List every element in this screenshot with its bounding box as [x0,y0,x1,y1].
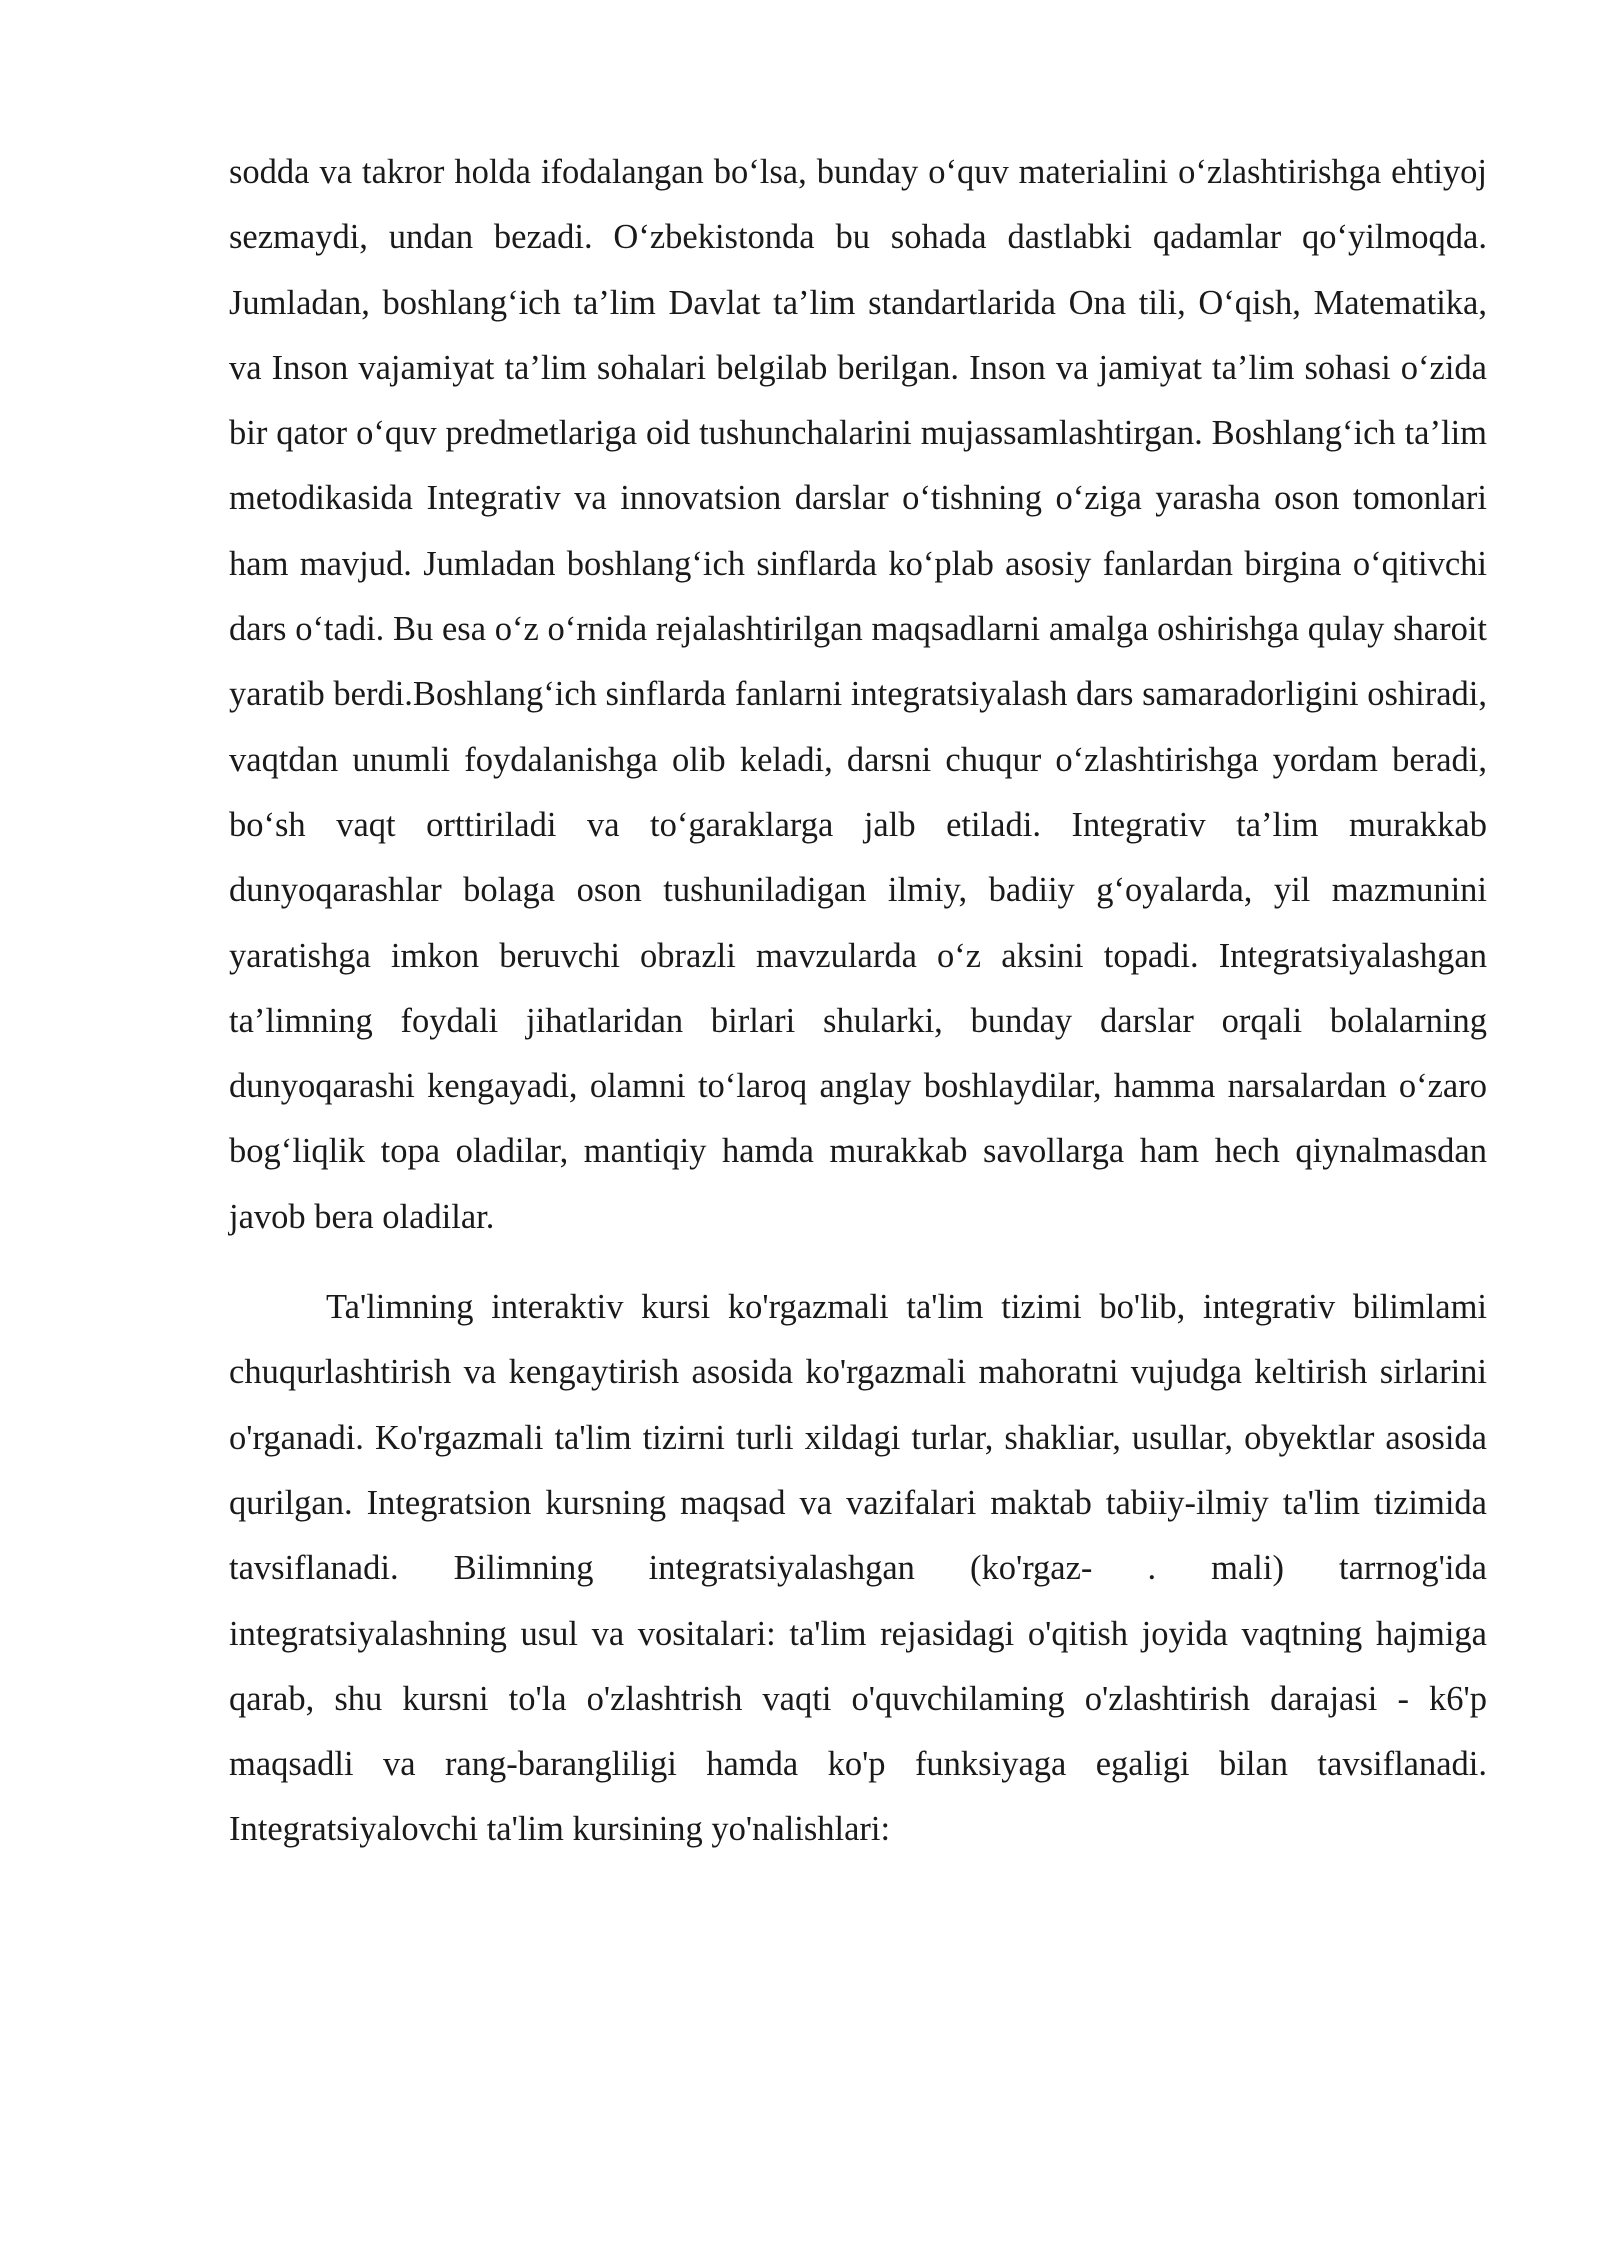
paragraph-integrative-primary-education: sodda va takror holda ifodalangan bo‘lsa, bunday o‘quv materialini o‘zlashtirishga ehtiyoj sezmaydi, undan bezadi. O‘zbekistonda bu sohada dastlabki qadamlar qo‘yilmoqda. Jumladan, boshlang‘ich ta’lim Davlat ta’lim standartlarida Ona tili, O‘qish, Matematika, va Inson vajamiyat ta’lim sohalari belgilab berilgan. Inson va jamiyat ta’lim sohasi o‘zida bir qator o‘quv predmetlariga oid tushunchalarini mujassamlashtirgan. Boshlang‘ich ta’lim metodikasida Integrativ va innovatsion darslar o‘tishning o‘ziga yarasha oson tomonlari ham mavjud. Jumladan boshlang‘ich sinflarda ko‘plab asosiy fanlardan birgina o‘qitivchi dars o‘tadi. Bu esa o‘z o‘rnida rejalashtirilgan maqsadlarni amalga oshirishga qulay sharoit yaratib berdi.Boshlang‘ich sinflarda fanlarni integratsiyalash dars samaradorligini oshiradi, vaqtdan unumli foydalanishga olib keladi, darsni chuqur o‘zlashtirishga yordam beradi, bo‘sh vaqt orttiriladi va to‘garaklarga jalb etiladi. Integrativ ta’lim murakkab dunyoqarashlar bolaga oson tushuniladigan ilmiy, badiiy g‘oyalarda, yil mazmunini yaratishga imkon beruvchi obrazli mavzularda o‘z aksini topadi. Integratsiyalashgan ta’limning foydali jihatlaridan birlari shularki, bunday darslar orqali bolalarning dunyoqarashi kengayadi, olamni to‘laroq anglay boshlaydilar, hamma narsalardan o‘zaro bog‘liqlik topa oladilar, mantiqiy hamda murakkab savollarga ham hech qiynalmasdan javob bera oladilar. [229,153,1487,1236]
body-text [229,140,1487,1863]
paragraph-interactive-course: Ta'limning interaktiv kursi ko'rgazmali ta'lim tizimi bo'lib, integrativ bilimlami chuqurlashtirish va kengaytirish asosida ko'rgazmali mahoratni vujudga keltirish sirlarini o'rganadi. Ko'rgazmali ta'lim tizirni turli xildagi turlar, shakliar, usullar, obyektlar asosida qurilgan. Integratsion kursning maqsad va vazifalari maktab tabiiy-ilmiy ta'lim tizimida tavsiflanadi. Bilimning integratsiyalashgan (ko'rgaz- . mali) tarrnog'ida integratsiyalashning usul va vositalari: ta'lim rejasidagi o'qitish joyida vaqtning hajmiga qarab, shu kursni to'la o'zlashtrish vaqti o'quvchilaming o'zlashtirish darajasi - k6'p maqsadli va rang-barangliligi hamda ko'p funksiyaga egaligi bilan tavsiflanadi. Integratsiyalovchi ta'lim kursining yo'nalishlari: [229,1288,1487,1849]
